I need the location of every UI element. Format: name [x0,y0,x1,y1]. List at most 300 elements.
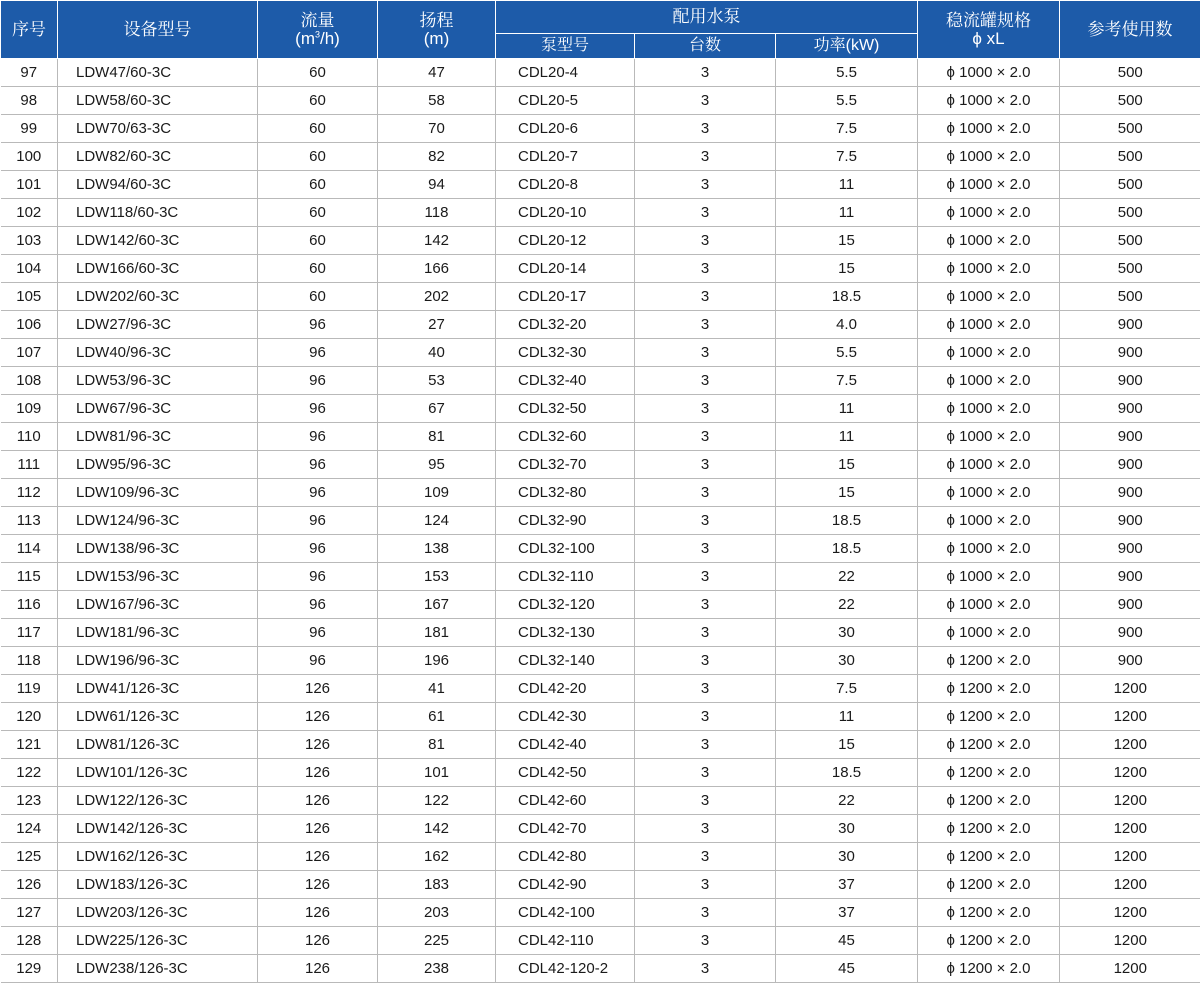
cell-pump-model: CDL42-100 [496,899,635,927]
cell-pump-count: 3 [635,647,776,675]
cell-model: LDW181/96-3C [58,619,258,647]
cell-flow: 60 [258,227,378,255]
cell-pump-model: CDL32-110 [496,563,635,591]
cell-seq: 105 [1,283,58,311]
cell-pump-power: 22 [776,591,918,619]
cell-seq: 104 [1,255,58,283]
cell-ref-users: 900 [1060,479,1200,507]
cell-head: 142 [378,227,496,255]
cell-flow: 96 [258,367,378,395]
cell-model: LDW203/126-3C [58,899,258,927]
cell-tank: ϕ 1200 × 2.0 [918,787,1060,815]
cell-tank: ϕ 1000 × 2.0 [918,87,1060,115]
cell-ref-users: 1200 [1060,899,1200,927]
cell-model: LDW81/126-3C [58,731,258,759]
cell-pump-power: 15 [776,451,918,479]
cell-tank: ϕ 1000 × 2.0 [918,59,1060,87]
cell-head: 81 [378,731,496,759]
cell-tank: ϕ 1000 × 2.0 [918,115,1060,143]
col-header-pump-group: 配用水泵 [496,1,918,34]
cell-pump-model: CDL32-90 [496,507,635,535]
cell-flow: 60 [258,115,378,143]
cell-flow: 126 [258,787,378,815]
cell-ref-users: 1200 [1060,815,1200,843]
cell-flow: 60 [258,143,378,171]
cell-flow: 60 [258,255,378,283]
table-row [1,675,1200,703]
cell-ref-users: 1200 [1060,787,1200,815]
table-row [1,731,1200,759]
table-row [1,283,1200,311]
cell-ref-users: 500 [1060,227,1200,255]
cell-pump-power: 18.5 [776,507,918,535]
cell-ref-users: 1200 [1060,731,1200,759]
cell-seq: 99 [1,115,58,143]
cell-ref-users: 900 [1060,507,1200,535]
cell-ref-users: 1200 [1060,759,1200,787]
cell-head: 81 [378,423,496,451]
cell-model: LDW124/96-3C [58,507,258,535]
cell-ref-users: 900 [1060,451,1200,479]
cell-pump-count: 3 [635,563,776,591]
cell-tank: ϕ 1200 × 2.0 [918,955,1060,983]
cell-pump-model: CDL32-120 [496,591,635,619]
cell-pump-count: 3 [635,787,776,815]
cell-flow: 126 [258,675,378,703]
cell-head: 61 [378,703,496,731]
cell-head: 67 [378,395,496,423]
cell-model: LDW238/126-3C [58,955,258,983]
cell-pump-power: 22 [776,787,918,815]
cell-pump-model: CDL20-4 [496,59,635,87]
cell-pump-model: CDL20-8 [496,171,635,199]
cell-flow: 96 [258,619,378,647]
cell-seq: 120 [1,703,58,731]
table-row [1,199,1200,227]
cell-ref-users: 1200 [1060,675,1200,703]
cell-ref-users: 1200 [1060,871,1200,899]
cell-head: 162 [378,843,496,871]
cell-pump-count: 3 [635,871,776,899]
cell-seq: 115 [1,563,58,591]
table-row [1,395,1200,423]
cell-tank: ϕ 1200 × 2.0 [918,675,1060,703]
cell-pump-model: CDL20-6 [496,115,635,143]
cell-ref-users: 900 [1060,311,1200,339]
cell-flow: 96 [258,311,378,339]
cell-model: LDW53/96-3C [58,367,258,395]
cell-pump-power: 7.5 [776,143,918,171]
cell-pump-model: CDL32-130 [496,619,635,647]
cell-pump-power: 5.5 [776,87,918,115]
cell-pump-count: 3 [635,927,776,955]
cell-head: 167 [378,591,496,619]
cell-model: LDW47/60-3C [58,59,258,87]
cell-flow: 126 [258,899,378,927]
col-header-pump-model: 泵型号 [496,34,635,59]
cell-seq: 121 [1,731,58,759]
cell-model: LDW153/96-3C [58,563,258,591]
cell-model: LDW101/126-3C [58,759,258,787]
cell-pump-model: CDL20-14 [496,255,635,283]
cell-tank: ϕ 1000 × 2.0 [918,199,1060,227]
cell-pump-model: CDL32-20 [496,311,635,339]
tank-unit: ϕ xL [972,29,1004,48]
table-row [1,87,1200,115]
cell-pump-model: CDL42-50 [496,759,635,787]
table-row [1,591,1200,619]
col-header-pump-power: 功率(kW) [776,34,918,59]
table-row [1,115,1200,143]
cell-tank: ϕ 1000 × 2.0 [918,395,1060,423]
cell-head: 70 [378,115,496,143]
cell-tank: ϕ 1200 × 2.0 [918,927,1060,955]
cell-pump-power: 18.5 [776,283,918,311]
cell-pump-model: CDL32-100 [496,535,635,563]
cell-head: 41 [378,675,496,703]
cell-ref-users: 500 [1060,87,1200,115]
cell-pump-power: 5.5 [776,339,918,367]
cell-model: LDW81/96-3C [58,423,258,451]
col-header-ref-users: 参考使用数 [1060,1,1200,59]
cell-seq: 113 [1,507,58,535]
cell-pump-power: 11 [776,423,918,451]
col-header-flow [258,1,378,59]
cell-pump-model: CDL32-140 [496,647,635,675]
cell-seq: 117 [1,619,58,647]
cell-tank: ϕ 1200 × 2.0 [918,899,1060,927]
cell-seq: 111 [1,451,58,479]
table-row [1,843,1200,871]
cell-ref-users: 500 [1060,115,1200,143]
cell-flow: 96 [258,451,378,479]
cell-pump-count: 3 [635,87,776,115]
cell-model: LDW202/60-3C [58,283,258,311]
cell-pump-power: 30 [776,815,918,843]
cell-pump-model: CDL42-60 [496,787,635,815]
cell-head: 181 [378,619,496,647]
col-header-seq: 序号 [1,1,58,59]
cell-head: 196 [378,647,496,675]
cell-pump-power: 15 [776,731,918,759]
table-row [1,955,1200,983]
table-header [1,1,1200,59]
col-header-pump-count: 台数 [635,34,776,59]
col-header-tank [918,1,1060,59]
head-label: 扬程 [420,11,454,30]
cell-flow: 96 [258,563,378,591]
cell-pump-power: 37 [776,871,918,899]
cell-flow: 126 [258,927,378,955]
head-unit: (m) [424,29,449,48]
cell-ref-users: 900 [1060,619,1200,647]
cell-pump-count: 3 [635,843,776,871]
cell-seq: 97 [1,59,58,87]
cell-tank: ϕ 1200 × 2.0 [918,703,1060,731]
cell-pump-power: 15 [776,255,918,283]
cell-seq: 110 [1,423,58,451]
cell-pump-power: 30 [776,619,918,647]
table-row [1,619,1200,647]
cell-model: LDW70/63-3C [58,115,258,143]
cell-pump-count: 3 [635,283,776,311]
table-row [1,311,1200,339]
cell-pump-power: 45 [776,927,918,955]
cell-pump-count: 3 [635,619,776,647]
cell-pump-model: CDL32-70 [496,451,635,479]
cell-tank: ϕ 1000 × 2.0 [918,367,1060,395]
table-row [1,871,1200,899]
cell-head: 118 [378,199,496,227]
cell-model: LDW183/126-3C [58,871,258,899]
cell-pump-count: 3 [635,759,776,787]
cell-pump-power: 30 [776,647,918,675]
cell-model: LDW118/60-3C [58,199,258,227]
cell-model: LDW94/60-3C [58,171,258,199]
table-row [1,899,1200,927]
cell-ref-users: 900 [1060,339,1200,367]
cell-model: LDW167/96-3C [58,591,258,619]
cell-ref-users: 500 [1060,59,1200,87]
cell-pump-count: 3 [635,311,776,339]
cell-model: LDW95/96-3C [58,451,258,479]
cell-pump-model: CDL20-17 [496,283,635,311]
cell-pump-model: CDL20-12 [496,227,635,255]
table-row [1,815,1200,843]
table-row [1,703,1200,731]
table-row [1,59,1200,87]
cell-head: 58 [378,87,496,115]
cell-flow: 126 [258,703,378,731]
table-row [1,227,1200,255]
cell-pump-power: 11 [776,703,918,731]
cell-ref-users: 900 [1060,591,1200,619]
cell-tank: ϕ 1000 × 2.0 [918,451,1060,479]
cell-pump-model: CDL32-30 [496,339,635,367]
cell-model: LDW67/96-3C [58,395,258,423]
cell-pump-model: CDL42-80 [496,843,635,871]
cell-pump-power: 45 [776,955,918,983]
cell-ref-users: 900 [1060,367,1200,395]
cell-pump-count: 3 [635,703,776,731]
cell-flow: 60 [258,283,378,311]
cell-pump-power: 37 [776,899,918,927]
table-row [1,479,1200,507]
cell-pump-count: 3 [635,367,776,395]
cell-head: 153 [378,563,496,591]
cell-tank: ϕ 1000 × 2.0 [918,171,1060,199]
cell-pump-model: CDL42-30 [496,703,635,731]
cell-pump-count: 3 [635,227,776,255]
cell-pump-model: CDL32-40 [496,367,635,395]
cell-ref-users: 500 [1060,143,1200,171]
cell-pump-count: 3 [635,899,776,927]
cell-seq: 107 [1,339,58,367]
cell-ref-users: 500 [1060,283,1200,311]
cell-flow: 96 [258,479,378,507]
col-header-model: 设备型号 [58,1,258,59]
cell-ref-users: 500 [1060,171,1200,199]
cell-pump-power: 22 [776,563,918,591]
cell-seq: 118 [1,647,58,675]
cell-ref-users: 900 [1060,535,1200,563]
cell-pump-model: CDL20-5 [496,87,635,115]
cell-ref-users: 500 [1060,199,1200,227]
cell-seq: 109 [1,395,58,423]
cell-pump-count: 3 [635,507,776,535]
cell-pump-model: CDL20-7 [496,143,635,171]
cell-pump-count: 3 [635,395,776,423]
cell-flow: 126 [258,731,378,759]
cell-tank: ϕ 1000 × 2.0 [918,255,1060,283]
cell-pump-power: 18.5 [776,759,918,787]
cell-ref-users: 900 [1060,563,1200,591]
cell-pump-power: 7.5 [776,115,918,143]
table-row [1,927,1200,955]
cell-head: 95 [378,451,496,479]
cell-pump-model: CDL20-10 [496,199,635,227]
cell-model: LDW27/96-3C [58,311,258,339]
cell-ref-users: 500 [1060,255,1200,283]
cell-ref-users: 900 [1060,423,1200,451]
cell-seq: 129 [1,955,58,983]
cell-seq: 127 [1,899,58,927]
cell-model: LDW166/60-3C [58,255,258,283]
cell-pump-count: 3 [635,115,776,143]
table-row [1,647,1200,675]
cell-tank: ϕ 1000 × 2.0 [918,227,1060,255]
cell-pump-count: 3 [635,255,776,283]
cell-flow: 126 [258,955,378,983]
table-row [1,563,1200,591]
cell-flow: 96 [258,535,378,563]
cell-seq: 126 [1,871,58,899]
cell-pump-model: CDL42-90 [496,871,635,899]
cell-pump-count: 3 [635,199,776,227]
cell-head: 203 [378,899,496,927]
cell-pump-power: 7.5 [776,675,918,703]
cell-seq: 106 [1,311,58,339]
cell-pump-power: 15 [776,479,918,507]
cell-head: 47 [378,59,496,87]
cell-pump-power: 11 [776,199,918,227]
cell-ref-users: 1200 [1060,843,1200,871]
cell-pump-count: 3 [635,591,776,619]
cell-tank: ϕ 1000 × 2.0 [918,283,1060,311]
cell-head: 166 [378,255,496,283]
cell-seq: 122 [1,759,58,787]
cell-flow: 96 [258,423,378,451]
cell-tank: ϕ 1200 × 2.0 [918,815,1060,843]
cell-head: 101 [378,759,496,787]
cell-head: 225 [378,927,496,955]
cell-model: LDW40/96-3C [58,339,258,367]
cell-pump-power: 5.5 [776,59,918,87]
table-row [1,535,1200,563]
cell-pump-count: 3 [635,423,776,451]
flow-label: 流量 [301,11,335,30]
cell-pump-count: 3 [635,339,776,367]
cell-flow: 126 [258,759,378,787]
cell-seq: 119 [1,675,58,703]
cell-flow: 60 [258,171,378,199]
table-row [1,367,1200,395]
cell-ref-users: 900 [1060,647,1200,675]
cell-seq: 123 [1,787,58,815]
cell-pump-model: CDL42-40 [496,731,635,759]
cell-tank: ϕ 1000 × 2.0 [918,479,1060,507]
cell-pump-model: CDL32-80 [496,479,635,507]
cell-pump-model: CDL42-20 [496,675,635,703]
cell-tank: ϕ 1000 × 2.0 [918,423,1060,451]
cell-flow: 96 [258,591,378,619]
table-row [1,507,1200,535]
cell-flow: 96 [258,395,378,423]
cell-model: LDW142/126-3C [58,815,258,843]
cell-pump-power: 11 [776,171,918,199]
cell-head: 122 [378,787,496,815]
cell-seq: 102 [1,199,58,227]
cell-seq: 112 [1,479,58,507]
table-row [1,787,1200,815]
cell-model: LDW109/96-3C [58,479,258,507]
cell-model: LDW142/60-3C [58,227,258,255]
cell-seq: 101 [1,171,58,199]
cell-head: 238 [378,955,496,983]
cell-pump-power: 7.5 [776,367,918,395]
col-header-head [378,1,496,59]
cell-tank: ϕ 1200 × 2.0 [918,647,1060,675]
table-row [1,143,1200,171]
cell-seq: 108 [1,367,58,395]
cell-pump-power: 15 [776,227,918,255]
cell-pump-model: CDL42-120-2 [496,955,635,983]
cell-pump-count: 3 [635,171,776,199]
cell-seq: 103 [1,227,58,255]
cell-pump-model: CDL42-70 [496,815,635,843]
cell-flow: 60 [258,59,378,87]
cell-head: 40 [378,339,496,367]
cell-tank: ϕ 1200 × 2.0 [918,871,1060,899]
cell-model: LDW138/96-3C [58,535,258,563]
cell-tank: ϕ 1200 × 2.0 [918,731,1060,759]
cell-model: LDW58/60-3C [58,87,258,115]
cell-pump-count: 3 [635,955,776,983]
cell-model: LDW196/96-3C [58,647,258,675]
table-body [1,59,1200,983]
cell-pump-count: 3 [635,59,776,87]
cell-seq: 114 [1,535,58,563]
cell-tank: ϕ 1200 × 2.0 [918,759,1060,787]
cell-model: LDW225/126-3C [58,927,258,955]
cell-ref-users: 900 [1060,395,1200,423]
cell-tank: ϕ 1000 × 2.0 [918,339,1060,367]
cell-model: LDW122/126-3C [58,787,258,815]
cell-head: 142 [378,815,496,843]
cell-head: 82 [378,143,496,171]
cell-flow: 96 [258,647,378,675]
cell-pump-power: 18.5 [776,535,918,563]
cell-flow: 96 [258,339,378,367]
cell-flow: 96 [258,507,378,535]
cell-ref-users: 1200 [1060,955,1200,983]
cell-tank: ϕ 1000 × 2.0 [918,507,1060,535]
cell-pump-power: 11 [776,395,918,423]
cell-tank: ϕ 1200 × 2.0 [918,843,1060,871]
table-row [1,255,1200,283]
cell-flow: 126 [258,815,378,843]
table-row [1,171,1200,199]
